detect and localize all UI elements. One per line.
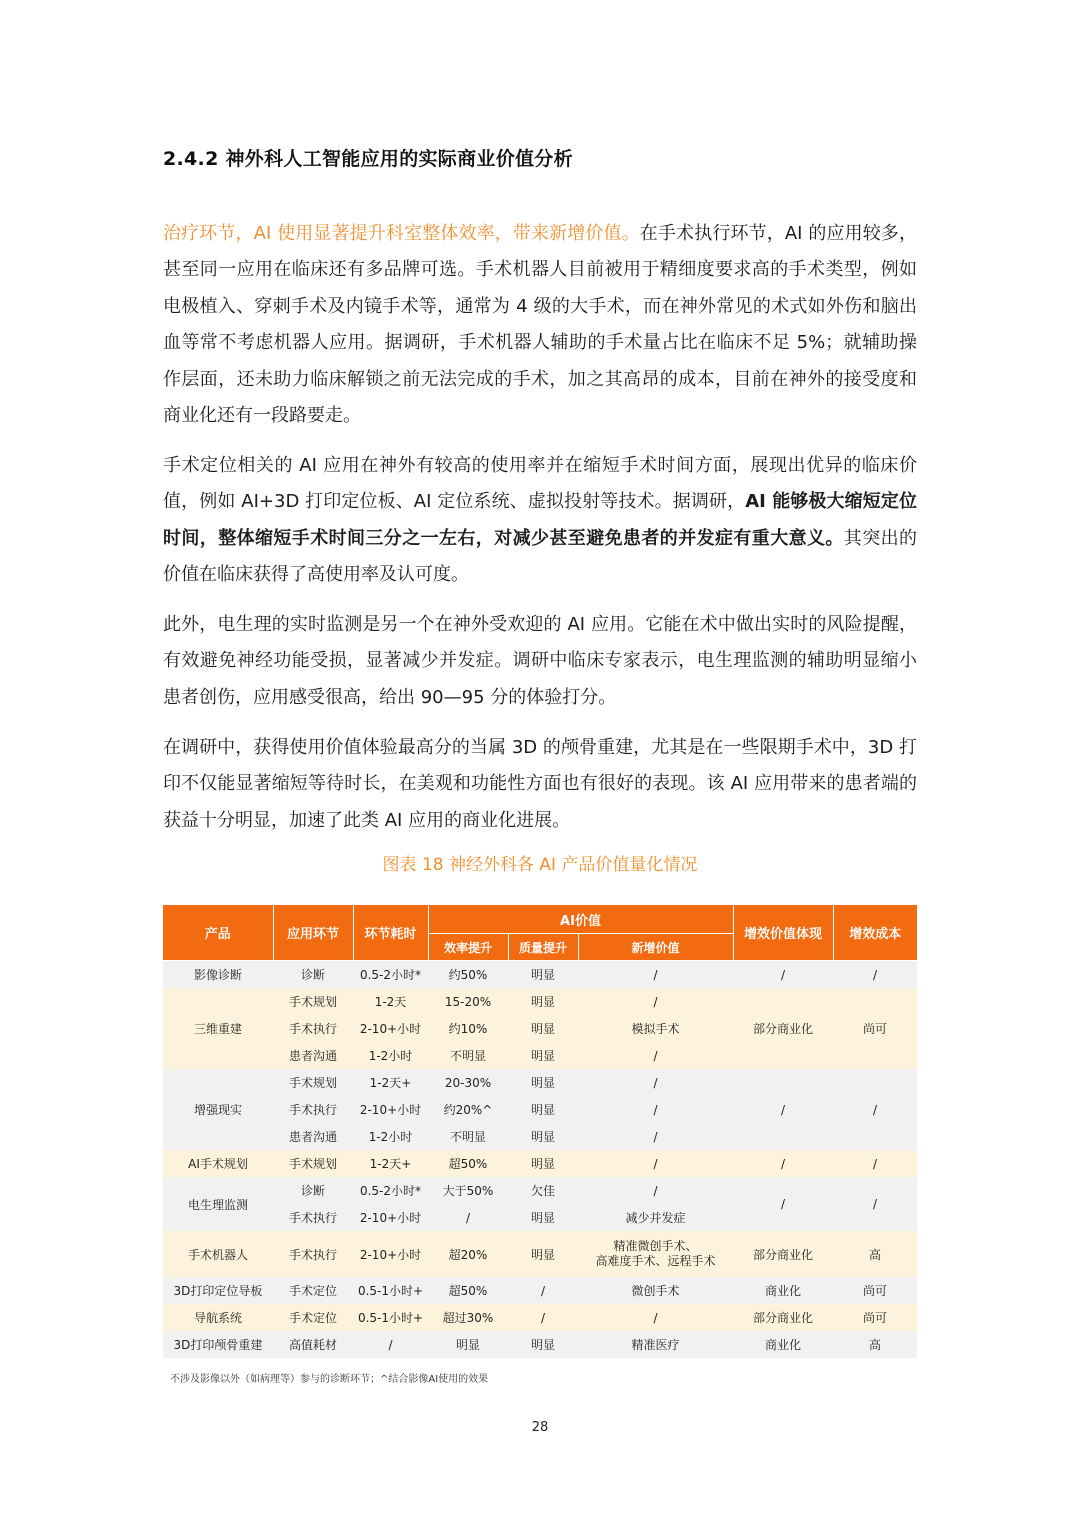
- table-row: [163, 961, 917, 989]
- cell-stage: 手术规划: [273, 1069, 353, 1096]
- cell-quality: 明显: [508, 1069, 578, 1096]
- cell-stage: 手术定位: [273, 1304, 353, 1331]
- header-stage: 应用环节: [273, 905, 353, 961]
- table-footnote: 不涉及影像以外（如病理等）参与的诊断环节；^结合影像AI使用的效果: [170, 1374, 489, 1385]
- header-product: 产品: [163, 905, 273, 961]
- cell-stage: 手术执行: [273, 1231, 353, 1277]
- cell-efficiency: 约50%: [428, 961, 508, 989]
- highlight-sentence: 治疗环节，AI 使用显著提升科室整体效率，带来新增价值。: [163, 223, 640, 244]
- header-ai-value: AI价值: [428, 905, 733, 934]
- new-value-line: 精准微创手术、: [613, 1239, 698, 1253]
- cell-efficiency: 超20%: [428, 1231, 508, 1277]
- cell-cost: 尚可: [833, 1277, 917, 1304]
- cell-cost: 尚可: [833, 988, 917, 1069]
- cell-quality: 明显: [508, 1331, 578, 1358]
- paragraph-treatment: [163, 216, 917, 434]
- cell-quality: 明显: [508, 1150, 578, 1177]
- cell-quality: /: [508, 1304, 578, 1331]
- cell-cost: /: [833, 961, 917, 989]
- paragraph-text: 手术定位相关的 AI 应用在神外有较高的使用率并在缩短手术时间方面，展现出优异的临床价值，例如 AI+3D 打印定位板、AI 定位系统、虚拟投射等技术。据调研，: [163, 455, 917, 513]
- cell-cost: 尚可: [833, 1304, 917, 1331]
- cell-new-value: /: [578, 1096, 733, 1123]
- cell-realization: 部分商业化: [733, 1231, 833, 1277]
- cell-cost: 高: [833, 1331, 917, 1358]
- cell-product: AI手术规划: [163, 1150, 273, 1177]
- cell-new-value: 减少并发症: [578, 1204, 733, 1231]
- header-cost: 增效成本: [833, 905, 917, 961]
- cell-cost: /: [833, 1177, 917, 1231]
- table-row: [163, 1304, 917, 1331]
- cell-new-value: /: [578, 1150, 733, 1177]
- cell-realization: /: [733, 1177, 833, 1231]
- ai-value-table: [163, 905, 917, 1358]
- page-number: 28: [531, 1420, 549, 1435]
- cell-product: 手术机器人: [163, 1231, 273, 1277]
- cell-efficiency: 20-30%: [428, 1069, 508, 1096]
- cell-product: 增强现实: [163, 1069, 273, 1150]
- cell-time: 2-10+小时: [353, 1231, 428, 1277]
- header-new-value: 新增价值: [578, 934, 733, 961]
- cell-new-value: /: [578, 1069, 733, 1096]
- cell-product: 3D打印颅骨重建: [163, 1331, 273, 1358]
- header-realization: 增效价值体现: [733, 905, 833, 961]
- cell-stage: 患者沟通: [273, 1042, 353, 1069]
- table-row: [163, 1331, 917, 1358]
- cell-efficiency: 超50%: [428, 1150, 508, 1177]
- cell-stage: 手术规划: [273, 988, 353, 1015]
- section-heading: 2.4.2 神外科人工智能应用的实际商业价值分析: [163, 148, 573, 170]
- cell-efficiency: /: [428, 1204, 508, 1231]
- cell-new-value: /: [578, 1304, 733, 1331]
- table-row: [163, 1177, 917, 1204]
- cell-new-value: [578, 1231, 733, 1277]
- cell-quality: 明显: [508, 961, 578, 989]
- cell-quality: 明显: [508, 988, 578, 1015]
- table-row: [163, 1277, 917, 1304]
- cell-stage: 手术定位: [273, 1277, 353, 1304]
- cell-new-value: 模拟手术: [578, 1015, 733, 1042]
- cell-quality: /: [508, 1277, 578, 1304]
- cell-time: 1-2天: [353, 988, 428, 1015]
- cell-realization: 商业化: [733, 1331, 833, 1358]
- table-row: [163, 988, 917, 1015]
- cell-efficiency: 明显: [428, 1331, 508, 1358]
- cell-efficiency: 大于50%: [428, 1177, 508, 1204]
- table-row: [163, 1150, 917, 1177]
- cell-time: 1-2天+: [353, 1069, 428, 1096]
- paragraph-text: 在手术执行环节，AI 的应用较多，甚至同一应用在临床还有多品牌可选。手术机器人目前被用于精细度要求高的手术类型，例如电极植入、穿刺手术及内镜手术等，通常为 4 级的大手术，而在神外常见的术式如外伤和脑出血等常不考虑机器人应用。据调研，手术机器人辅助的手术量占比在临床不足 5%；就辅助操作层面，还未助力临床解锁之前无法完成的手术，加之其高昂的成本，目前在神外的接受度和商业化还有一段路要走。: [163, 223, 917, 427]
- header-efficiency: 效率提升: [428, 934, 508, 961]
- cell-quality: 明显: [508, 1042, 578, 1069]
- cell-quality: 明显: [508, 1231, 578, 1277]
- cell-stage: 诊断: [273, 1177, 353, 1204]
- cell-stage: 手术规划: [273, 1150, 353, 1177]
- table-row: [163, 1231, 917, 1277]
- header-time: 环节耗时: [353, 905, 428, 961]
- cell-time: 0.5-2小时*: [353, 961, 428, 989]
- cell-new-value: /: [578, 1042, 733, 1069]
- cell-product: 影像诊断: [163, 961, 273, 989]
- cell-efficiency: 不明显: [428, 1042, 508, 1069]
- cell-efficiency: 约10%: [428, 1015, 508, 1042]
- cell-time: 1-2小时: [353, 1123, 428, 1150]
- paragraph-3d-reconstruction: 在调研中，获得使用价值体验最高分的当属 3D 的颅骨重建，尤其是在一些限期手术中，3D 打印不仅能显著缩短等待时长，在美观和功能性方面也有很好的表现。该 AI 应用带来的患者端的获益十分明显，加速了此类 AI 应用的商业化进展。: [163, 737, 917, 831]
- cell-stage: 手术执行: [273, 1015, 353, 1042]
- cell-time: 2-10+小时: [353, 1096, 428, 1123]
- cell-stage: 患者沟通: [273, 1123, 353, 1150]
- cell-time: 0.5-2小时*: [353, 1177, 428, 1204]
- cell-efficiency: 约20%^: [428, 1096, 508, 1123]
- cell-new-value: 精准医疗: [578, 1331, 733, 1358]
- cell-stage: 手术执行: [273, 1204, 353, 1231]
- new-value-line: 高难度手术、远程手术: [595, 1254, 716, 1268]
- cell-efficiency: 超过30%: [428, 1304, 508, 1331]
- cell-cost: 高: [833, 1231, 917, 1277]
- paragraph-electrophysiology: 此外，电生理的实时监测是另一个在神外受欢迎的 AI 应用。它能在术中做出实时的风险提醒，有效避免神经功能受损，显著减少并发症。调研中临床专家表示，电生理监测的辅助明显缩小患者创伤，应用感受很高，给出 90—95 分的体验打分。: [163, 614, 917, 708]
- cell-time: 2-10+小时: [353, 1204, 428, 1231]
- cell-quality: 明显: [508, 1123, 578, 1150]
- cell-cost: /: [833, 1150, 917, 1177]
- header-quality: 质量提升: [508, 934, 578, 961]
- cell-quality: 明显: [508, 1015, 578, 1042]
- cell-efficiency: 超50%: [428, 1277, 508, 1304]
- paragraph-positioning: [163, 448, 917, 594]
- cell-time: 0.5-1小时+: [353, 1277, 428, 1304]
- paragraph-text: 其突出的价值在临床获得了高使用率及认可度。: [163, 527, 917, 586]
- cell-realization: 部分商业化: [733, 1304, 833, 1331]
- cell-cost: /: [833, 1069, 917, 1150]
- cell-product: 三维重建: [163, 988, 273, 1069]
- cell-realization: /: [733, 961, 833, 989]
- cell-new-value: /: [578, 1123, 733, 1150]
- table-caption: 图表 18 神经外科各 AI 产品价值量化情况: [382, 855, 698, 875]
- cell-product: 3D打印定位导板: [163, 1277, 273, 1304]
- cell-quality: 明显: [508, 1096, 578, 1123]
- cell-product: 导航系统: [163, 1304, 273, 1331]
- cell-time: 1-2小时: [353, 1042, 428, 1069]
- cell-realization: 商业化: [733, 1277, 833, 1304]
- cell-time: 0.5-1小时+: [353, 1304, 428, 1331]
- cell-new-value: /: [578, 961, 733, 989]
- cell-time: 1-2天+: [353, 1150, 428, 1177]
- cell-new-value: /: [578, 1177, 733, 1204]
- cell-stage: 高值耗材: [273, 1331, 353, 1358]
- cell-efficiency: 15-20%: [428, 988, 508, 1015]
- cell-new-value: /: [578, 988, 733, 1015]
- table-row: [163, 1069, 917, 1096]
- cell-product: 电生理监测: [163, 1177, 273, 1231]
- cell-stage: 手术执行: [273, 1096, 353, 1123]
- cell-time: /: [353, 1331, 428, 1358]
- cell-stage: 诊断: [273, 961, 353, 989]
- bold-sentence: AI 能够极大缩短定位时间，整体缩短手术时间三分之一左右，对减少甚至避免患者的并发症有重大意义。: [163, 491, 917, 549]
- cell-realization: /: [733, 1069, 833, 1150]
- cell-efficiency: 不明显: [428, 1123, 508, 1150]
- cell-realization: /: [733, 1150, 833, 1177]
- cell-new-value: 微创手术: [578, 1277, 733, 1304]
- cell-quality: 欠佳: [508, 1177, 578, 1204]
- cell-time: 2-10+小时: [353, 1015, 428, 1042]
- cell-quality: 明显: [508, 1204, 578, 1231]
- cell-realization: 部分商业化: [733, 988, 833, 1069]
